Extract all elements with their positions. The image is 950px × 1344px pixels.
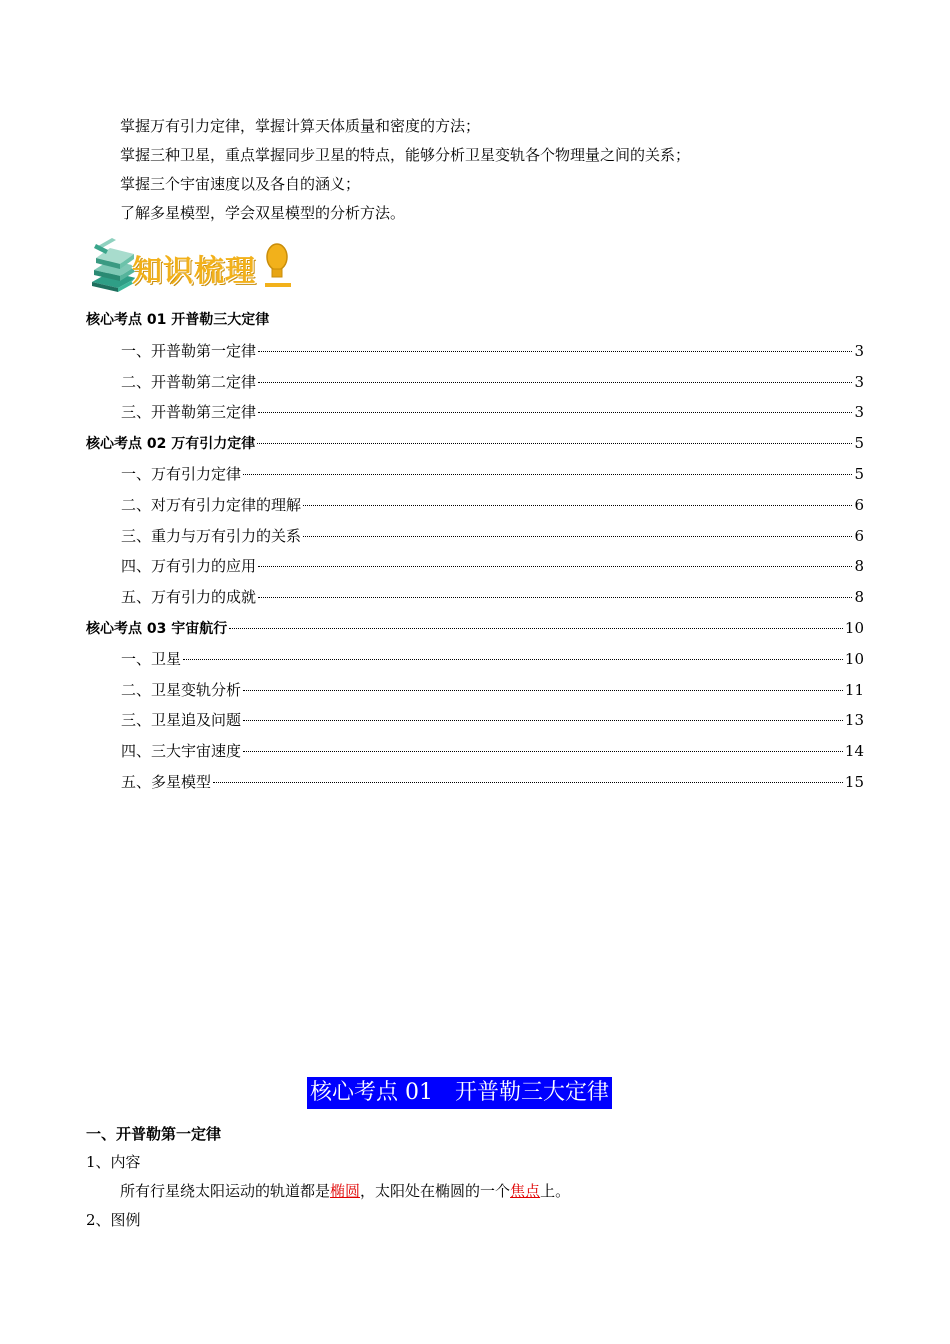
toc-page: 15 — [844, 772, 864, 791]
toc-entry[interactable] — [86, 736, 864, 767]
toc-page: 5 — [854, 464, 864, 483]
toc-label: 一、卫星 — [121, 649, 182, 668]
toc-entry[interactable] — [86, 582, 864, 613]
content-text: 上。 — [540, 1182, 571, 1200]
toc-entry[interactable] — [86, 613, 864, 644]
section-title: 核心考点 01 开普勒三大定律 — [307, 1077, 612, 1109]
content-paragraph — [86, 1177, 864, 1206]
toc-label: 三、卫星追及问题 — [121, 711, 242, 730]
toc-page: 6 — [854, 526, 864, 545]
toc-label: 五、多星模型 — [121, 772, 212, 791]
toc-entry[interactable] — [86, 428, 864, 459]
goal-item: 掌握三个宇宙速度以及各自的涵义； — [120, 175, 361, 193]
toc-label: 四、三大宇宙速度 — [121, 742, 242, 761]
lightbulb-icon — [262, 242, 292, 292]
toc-page: 8 — [854, 588, 864, 607]
toc-entry[interactable] — [86, 490, 864, 521]
goal-item: 掌握三种卫星，重点掌握同步卫星的特点，能够分析卫星变轨各个物理量之间的关系； — [120, 146, 691, 164]
toc-label: 一、开普勒第一定律 — [121, 341, 257, 360]
learning-goals — [120, 112, 690, 228]
toc-page: 14 — [844, 742, 864, 761]
toc-page: 6 — [854, 495, 864, 514]
toc-page: 13 — [844, 711, 864, 730]
toc-label: 核心考点 03 宇宙航行 — [86, 620, 228, 637]
toc-entry[interactable] — [86, 367, 864, 398]
toc-page: 3 — [854, 403, 864, 422]
content-text: ，太阳处在椭圆的一个 — [360, 1182, 511, 1200]
toc-label: 二、开普勒第二定律 — [121, 372, 257, 391]
toc-entry[interactable] — [86, 397, 864, 428]
toc-page: 10 — [844, 649, 864, 668]
section-content — [86, 1120, 864, 1235]
term-focus: 焦点 — [510, 1182, 541, 1200]
toc-entry[interactable] — [86, 305, 864, 336]
toc-page: 5 — [854, 434, 864, 453]
toc-label: 核心考点 02 万有引力定律 — [86, 436, 256, 453]
toc-page: 3 — [854, 372, 864, 391]
toc-entry[interactable] — [86, 705, 864, 736]
toc-entry[interactable] — [86, 521, 864, 552]
toc-entry[interactable] — [86, 459, 864, 490]
toc-page: 10 — [844, 618, 864, 637]
content-text: 所有行星绕太阳运动的轨道都是 — [120, 1182, 331, 1200]
banner-title: 知识梳理 — [132, 254, 256, 289]
toc-page: 3 — [854, 341, 864, 360]
knowledge-banner — [86, 236, 296, 294]
toc-label: 三、开普勒第三定律 — [121, 403, 257, 422]
toc-label: 三、重力与万有引力的关系 — [121, 526, 302, 545]
section-heading: 一、开普勒第一定律 — [86, 1125, 222, 1143]
goal-item: 掌握万有引力定律，掌握计算天体质量和密度的方法； — [120, 117, 481, 135]
toc-label: 核心考点 01 开普勒三大定律 — [86, 312, 270, 328]
toc-entry[interactable] — [86, 551, 864, 582]
toc-page: 8 — [854, 557, 864, 576]
toc-entry[interactable] — [86, 336, 864, 367]
item-figure-label: 2、图例 — [86, 1211, 141, 1229]
toc-label: 二、对万有引力定律的理解 — [121, 495, 302, 514]
toc-entry[interactable] — [86, 644, 864, 675]
toc-label: 四、万有引力的应用 — [121, 557, 257, 576]
item-content-label: 1、内容 — [86, 1153, 141, 1171]
toc-entry[interactable] — [86, 675, 864, 706]
toc-label: 五、万有引力的成就 — [121, 588, 257, 607]
table-of-contents — [86, 305, 864, 798]
toc-entry[interactable] — [86, 767, 864, 798]
goal-item: 了解多星模型，学会双星模型的分析方法。 — [120, 204, 406, 222]
term-ellipse: 椭圆 — [330, 1182, 361, 1200]
toc-label: 二、卫星变轨分析 — [121, 680, 242, 699]
toc-label: 一、万有引力定律 — [121, 464, 242, 483]
toc-page: 11 — [844, 680, 864, 699]
